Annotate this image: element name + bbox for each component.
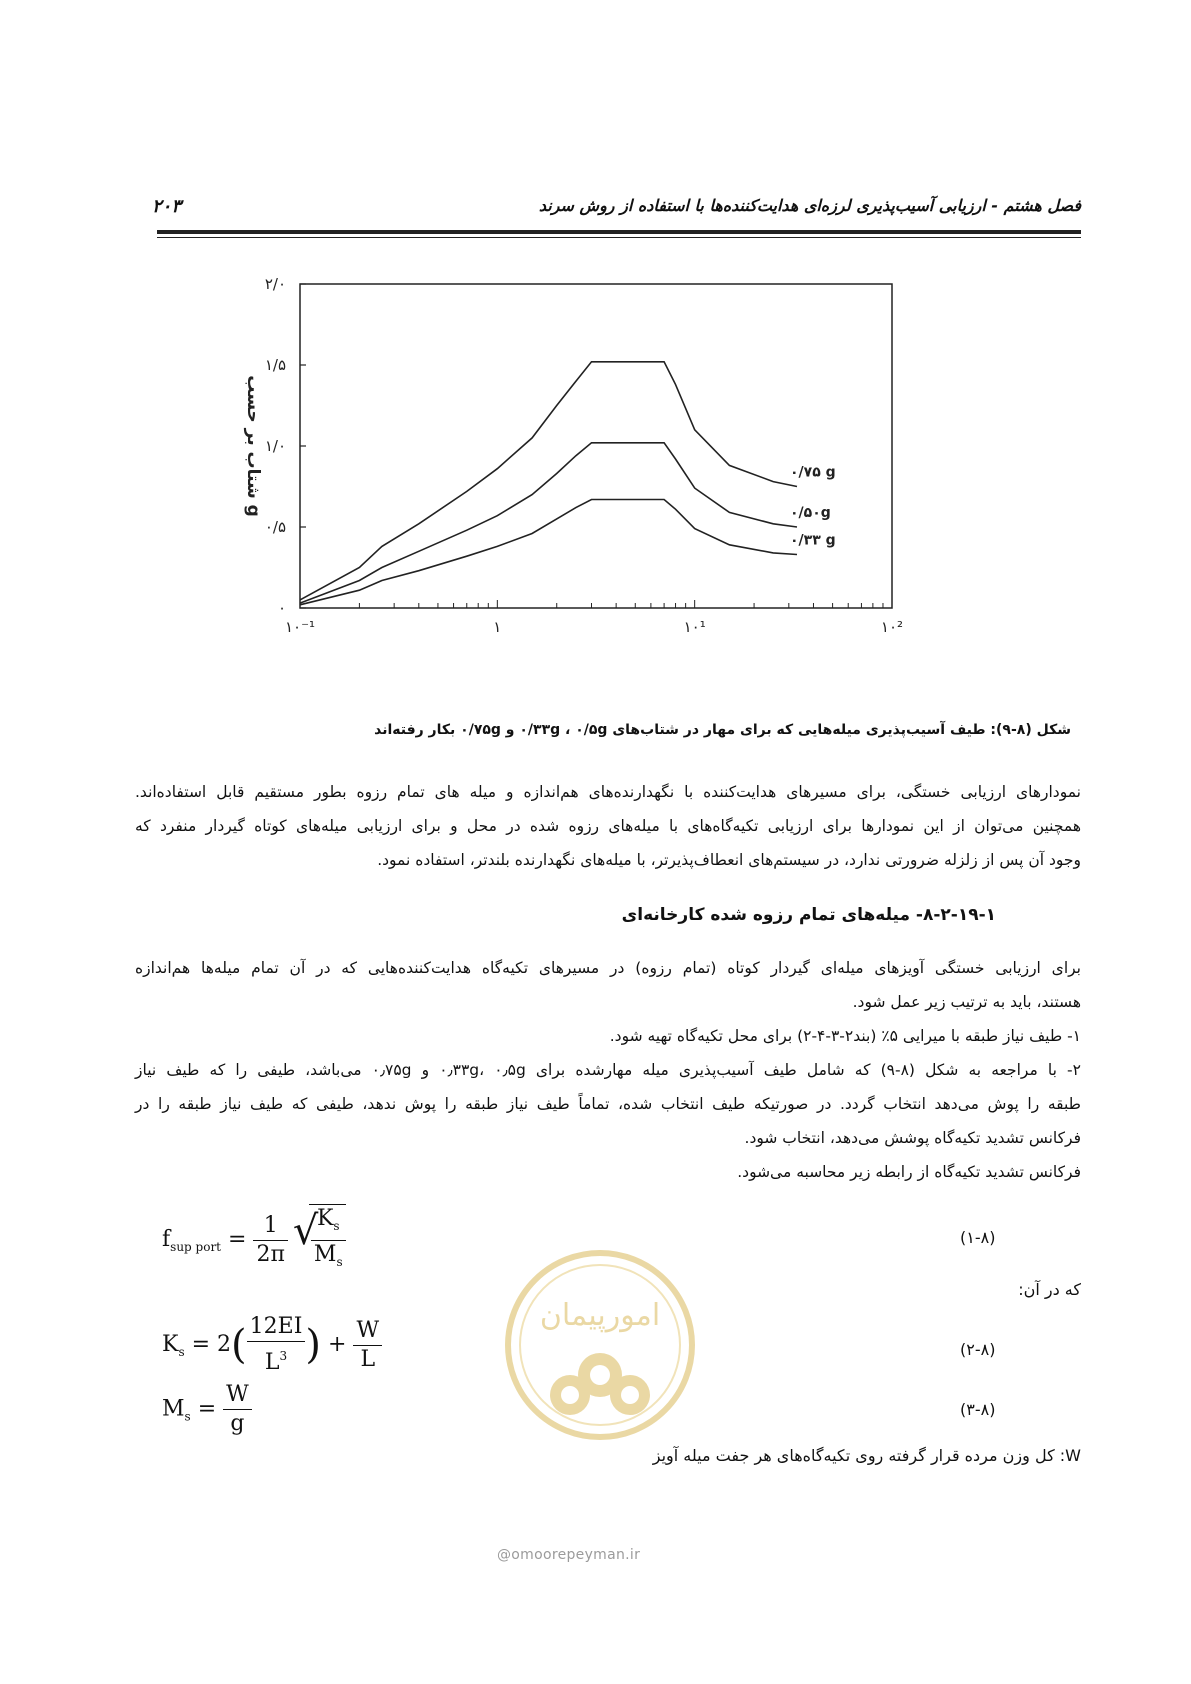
text-line: ۱- طیف نیاز طبقه با میرایی ۵٪ (بند۲-۳-۴-۲) برای محل تکیه‌گاه تهیه شود. [609,1027,1081,1045]
equation-number: (۲-۸) [960,1340,996,1359]
text-line: فرکانس تشدید تکیه‌گاه از رابطه زیر محاسبه می‌شود. [737,1163,1081,1181]
series-label: ۰/۷۵ g [790,464,836,481]
x-tick-label: ۱۰² [880,618,904,636]
equation-number: (۱-۸) [960,1228,996,1247]
text-line: طبقه را پوش می‌دهد انتخاب گردد. در صورتیکه طیف انتخاب شده، تماماً طیف نیاز طبقه را پوش ندهد، طیفی که طیف نیاز طبقه را در [135,1095,1081,1113]
spectrum-chart [230,275,970,685]
series-label: ۰/۵۰g [790,505,831,521]
svg-text:امورپیمان: امورپیمان [539,1298,661,1333]
watermark-logo-icon [490,1235,710,1465]
text-line: فرکانس تشدید تکیه‌گاه پوشش می‌دهد، انتخاب شود. [744,1129,1081,1147]
text-line: وجود آن پس از زلزله ضرورتی ندارد، در سیستم‌های انعطاف‌پذیرتر، با میله‌های نگهدارنده بلندتر، استفاده نمود. [377,851,1081,869]
equation-2: $K_s = 2$( $\frac{12EI}{L^3}$ ) + $\frac{W}{L}$ [162,1313,382,1377]
eq1-sqrt: √ $\frac{K_s}{M_s}$ [309,1204,346,1276]
x-tick-label: ۱۰¹ [683,618,706,636]
page-number: ۲۰۳ [152,196,182,217]
series-label: ۰/۳۳ g [790,532,836,549]
paragraph-procedure [135,951,1081,1189]
header-rule [157,230,1081,234]
equation-3: $M_s$ = $\frac{W}{g}$ [162,1381,252,1438]
y-axis-label: شتاب بر حسب g [243,375,263,517]
y-tick-label: ۰ [277,599,286,617]
eq1-lhs: f [162,1227,171,1252]
header-rule-thin [157,237,1081,238]
text-line: همچنین می‌توان از این نمودارها برای ارزیابی تکیه‌گاه‌های با میله‌های رزوه شده در محل و برای ارزیابی میله‌های کوتاه گیردار منفرد که [135,817,1081,835]
x-tick-label: ۱ [493,618,502,636]
plot-frame [300,284,892,608]
eq1-lhs-sub: sup port [170,1240,222,1254]
equation-1: $f_{sup port}$ = $\frac{1}{2\pi}$ √ $\frac{K_s}{M_s}$ [162,1204,346,1276]
eq1-fraction: $\frac{1}{2\pi}$ [253,1212,287,1269]
x-tick-label: ۱۰⁻¹ [284,618,316,636]
y-tick-label: ۲/۰ [264,275,286,293]
chart-svg [230,275,970,685]
y-tick-label: ۱/۰ [264,437,286,455]
equation-number: (۳-۸) [960,1400,996,1419]
watermark-url: @omoorepeyman.ir [497,1547,641,1563]
y-tick-label: ۱/۵ [264,356,286,374]
series-line [300,500,797,605]
text-line: ۲- با مراجعه به شکل (۸-۹) که شامل طیف آسیب‌پذیری میله مهارشده برای ۰٫۳۳g، ۰٫۵g و ۰٫۷۵g می‌باشد، طیفی را که طیف نیاز [135,1061,1081,1079]
text-line: برای ارزیابی خستگی آویزهای میله‌ای گیردار کوتاه (تمام رزوه) در مسیرهای تکیه‌گاه هدایت‌کننده‌هایی که در آن تمام میله‌ها هم‌اندازه [135,959,1081,977]
where-label: که در آن: [1018,1280,1081,1299]
text-line: نمودارهای ارزیابی خستگی، برای مسیرهای هدایت‌کننده با نگهدارنده‌های هم‌اندازه و میله های تمام رزوه بطور مستقیم قابل استفاده‌اند. [135,783,1081,801]
w-definition: W: کل وزن مرده قرار گرفته روی تکیه‌گاه‌های هر جفت میله آویز [652,1446,1081,1465]
section-heading: ۸-۲-۱۹-۱- میله‌های تمام رزوه شده کارخانه‌ای [621,905,996,925]
y-tick-label: ۰/۵ [264,518,286,536]
paragraph-intro [135,775,1081,877]
text-line: هستند، باید به ترتیب زیر عمل شود. [852,993,1081,1011]
figure-caption: شکل (۸-۹): طیف آسیب‌پذیری میله‌هایی که برای مهار در شتاب‌های ۰/۳۳g ، ۰/۵g و ۰/۷۵g بکار رفته‌اند [374,722,1071,738]
chapter-title: فصل هشتم - ارزیابی آسیب‌پذیری لرزه‌ای هدایت‌کننده‌ها با استفاده از روش سرند [538,196,1081,215]
